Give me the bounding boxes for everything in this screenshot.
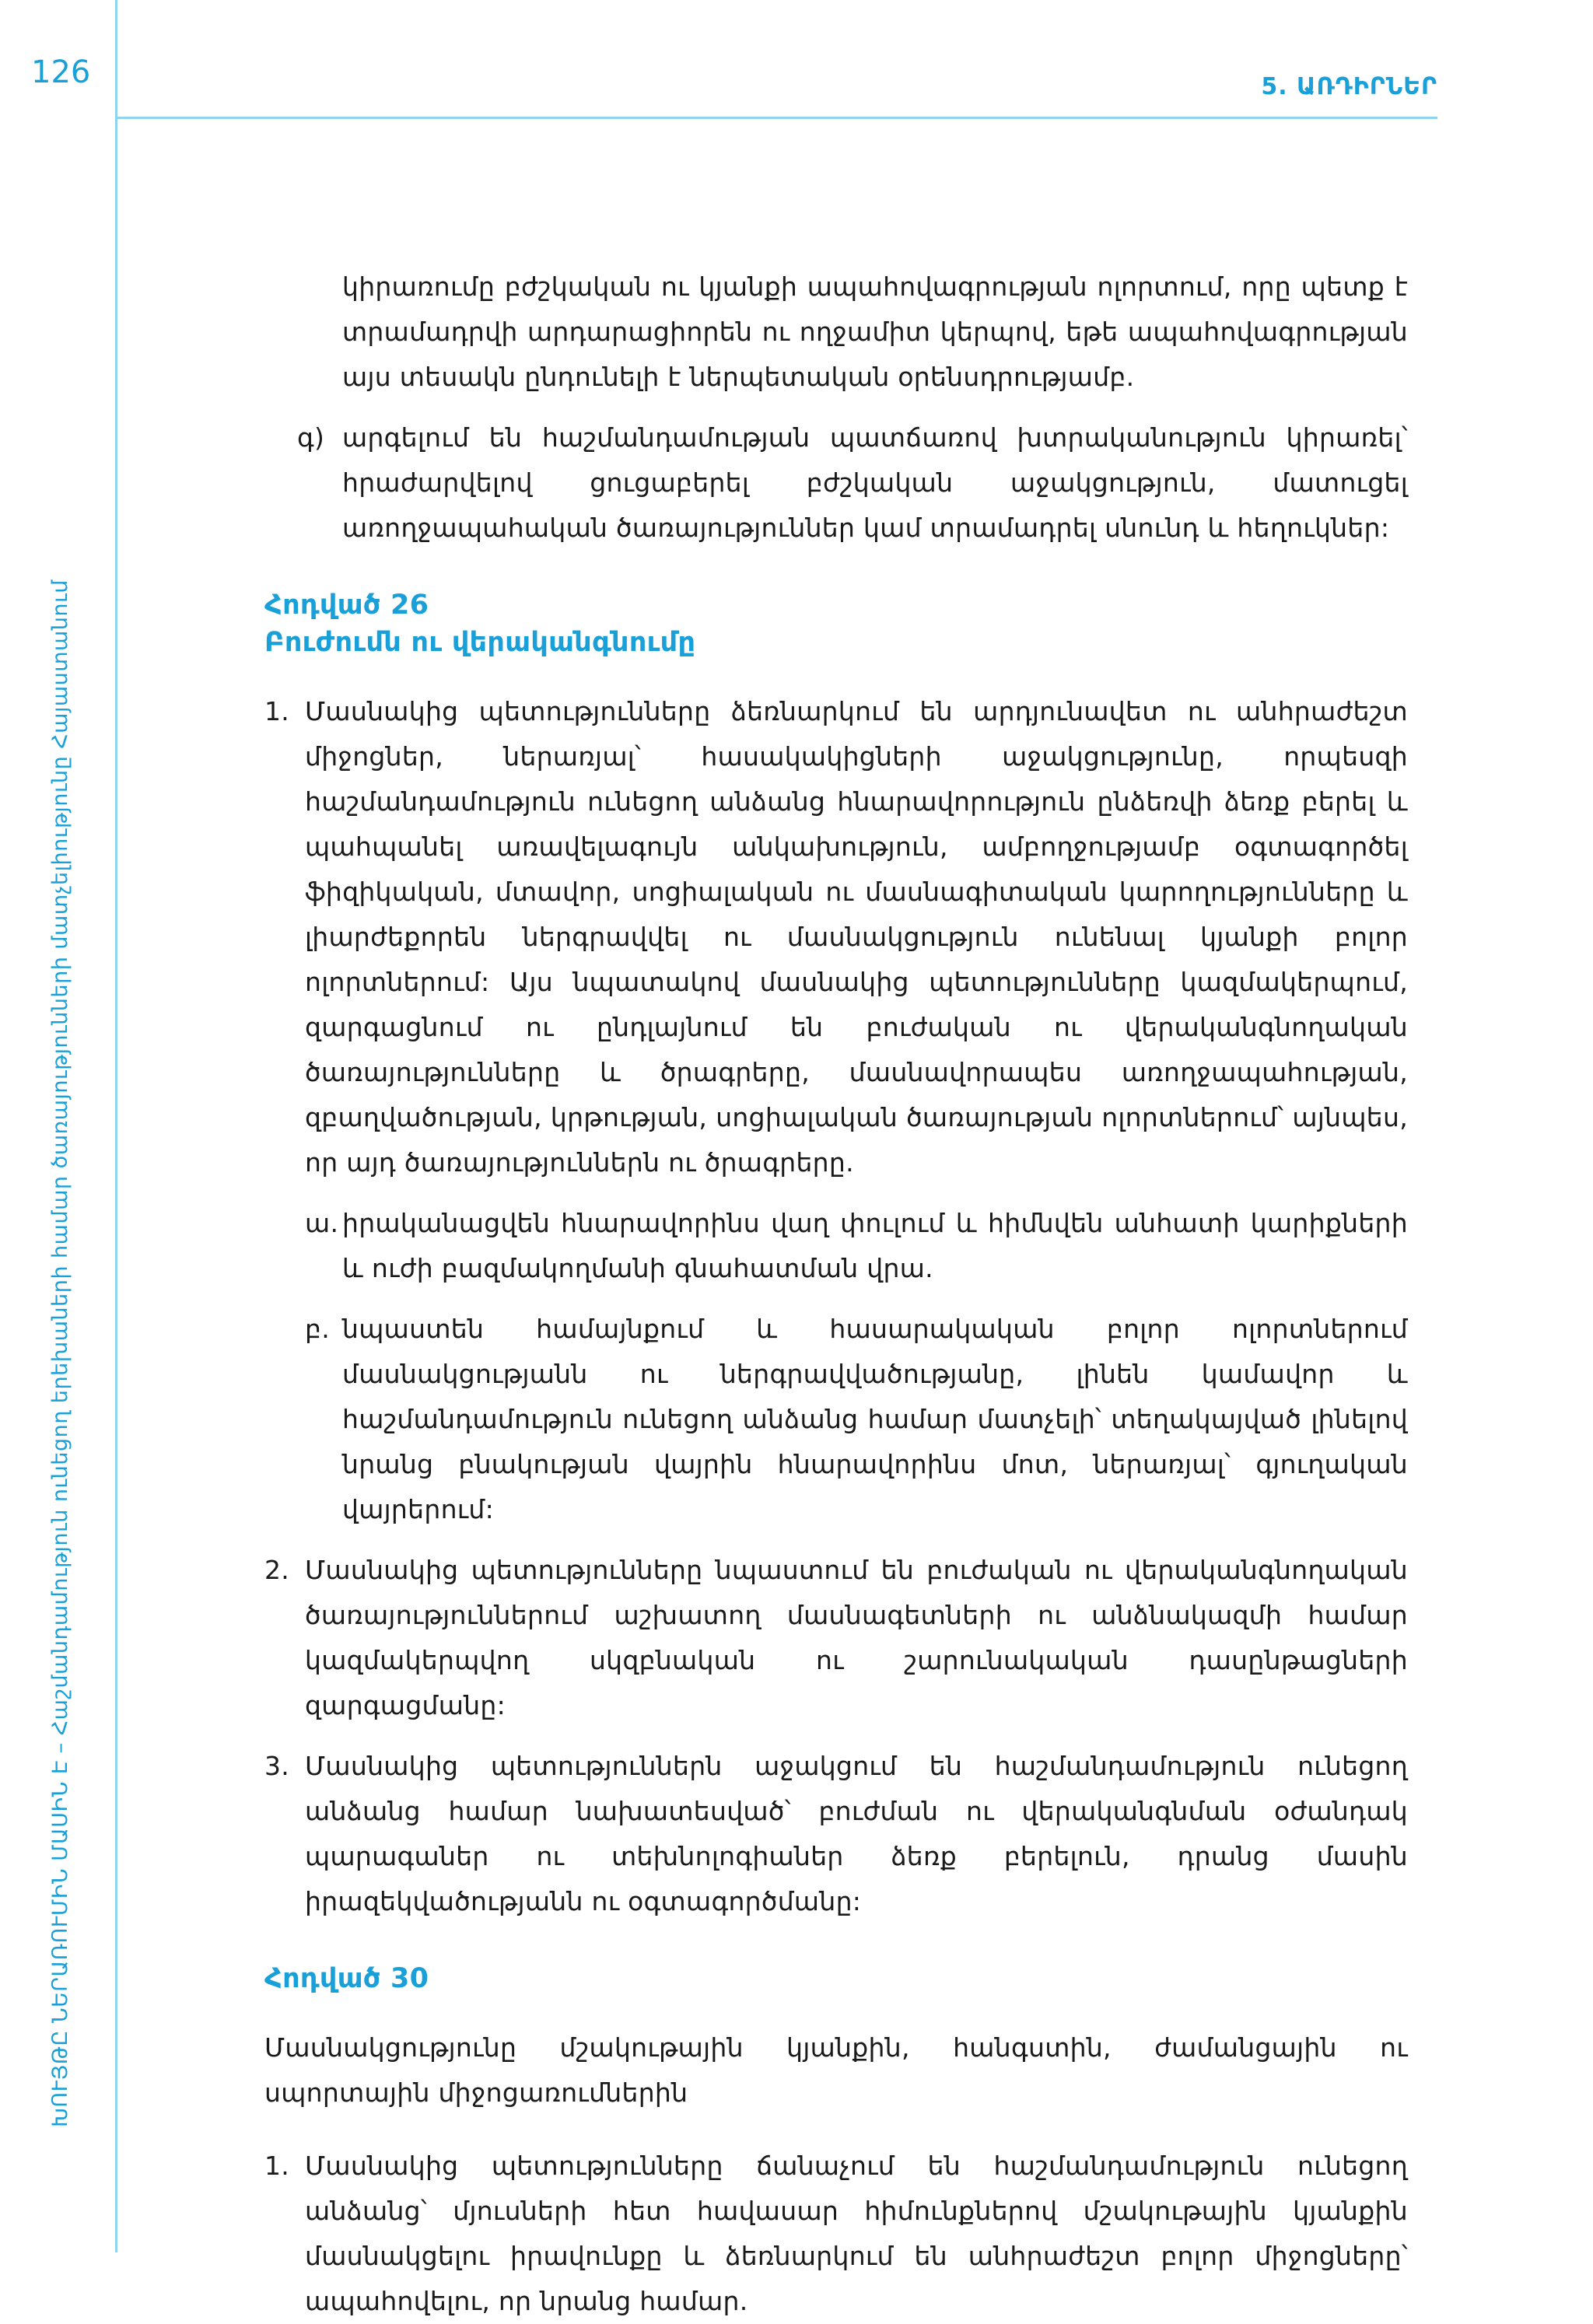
list-marker: ա. xyxy=(305,1208,339,1238)
list-item-g xyxy=(264,415,1408,551)
list-marker: 1. xyxy=(264,696,290,726)
list-item-text: Մասնակից պետություններն աջակցում են հաշմանդամություն ունեցող անձանց համար նախատեսված՝ բուժման ու վերականգնման օժանդակ պարագաներ ու տեխնոլոգիաներ ձեռք բերելուն, դրանց մասին իրազեկվածությանն ու օգտագործմանը: xyxy=(305,1751,1408,1916)
article-26-number: Հոդված 26 xyxy=(264,590,429,621)
list-item-text: իրականացվեն հնարավորինս վաղ փուլում և հիմնվեն անհատի կարիքների և ուժի բազմակողմանի գնահատման վրա. xyxy=(342,1208,1408,1283)
side-caption: ԽՈՒՅԹԸ ՆԵՐԱՌՈՒՄԻՆ ՄԱՍԻՆ Է – Հաշմանդամություն ունեցող երեխաների համար ծառայությունների մատչելիությունը Հայաստանում xyxy=(48,579,72,2127)
list-marker: գ) xyxy=(297,422,325,453)
article-26-item-1b xyxy=(264,1307,1408,1532)
page-number: 126 xyxy=(31,54,91,90)
list-item-text: արգելում են հաշմանդամության պատճառով խտրականություն կիրառել՝ հրաժարվելով ցուցաբերել բժշկական աջակցություն, մատուցել առողջապահական ծառայություններ կամ տրամադրել սնունդ և հեղուկներ: xyxy=(342,422,1408,543)
list-item-text: Մասնակից պետությունները ձեռնարկում են արդյունավետ ու անհրաժեշտ միջոցներ, ներառյալ՝ հասակակիցների աջակցությունը, որպեսզի հաշմանդամություն ունեցող անձանց հնարավորություն ընձեռվի ձեռք բերել և պահպանել առավելագույն անկախություն, ամբողջությամբ օգտագործել ֆիզիկական, մտավոր, սոցիալական ու մասնագիտական կարողությունները և լիարժեքորեն ներգրավվել ու մասնակցություն ունենալ կյանքի բոլոր ոլորտներում: Այս նպատակով մասնակից պետությունները կազմակերպում, զարգացնում ու ընդլայնում են բուժական ու վերականգնողական ծառայությունները և ծրագրերը, մասնավորապես առողջապահության, զբաղվածության, կրթության, սոցիալական ծառայության ոլորտներում՝ այնպես, որ այդ ծառայություններն ու ծրագրերը. xyxy=(305,696,1408,1178)
list-item-text: Մասնակից պետությունները նպաստում են բուժական ու վերականգնողական ծառայություններում աշխատող մասնագետների ու անձնակազմի համար կազմակերպվող սկզբնական ու շարունակական դասընթացների զարգացմանը: xyxy=(305,1555,1408,1720)
list-marker: 2. xyxy=(264,1555,290,1585)
intro-continuation: կիրառումը բժշկական ու կյանքի ապահովագրության ոլորտում, որը պետք է տրամադրվի արդարացիորեն ու ողջամիտ կերպով, եթե ապահովագրության այս տեսակն ընդունելի է ներպետական օրենսդրությամբ. xyxy=(342,271,1408,392)
list-item-text: Մասնակից պետությունները ճանաչում են հաշմանդամություն ունեցող անձանց՝ մյուսների հետ հավասար հիմունքներով մշակութային կյանքին մասնակցելու իրավունքը և ձեռնարկում են անհրաժեշտ բոլոր միջոցները՝ ապահովելու, որ նրանց համար. xyxy=(305,2151,1408,2316)
article-30-number: Հոդված 30 xyxy=(264,1963,429,1994)
page-content xyxy=(264,264,1408,2324)
article-26-item-2 xyxy=(264,1548,1408,1728)
list-item-text: նպաստեն համայնքում և հասարակական բոլոր ոլորտներում մասնակցությանն ու ներգրավվածությանը, լինեն կամավոր և հաշմանդամություն ունեցող անձանց համար մատչելի՝ տեղակայված լինելով նրանց բնակության վայրին հնարավորինս մոտ, ներառյալ՝ գյուղական վայրերում: xyxy=(342,1314,1408,1524)
article-26-title: Բուժումն ու վերականգնումը xyxy=(264,627,696,658)
list-marker: 3. xyxy=(264,1751,290,1781)
header-rule xyxy=(115,117,1437,119)
article-30-item-1 xyxy=(264,2144,1408,2324)
list-marker: 1. xyxy=(264,2151,290,2181)
list-marker: բ. xyxy=(305,1314,331,1344)
article-30-title: Մասնակցությունը մշակութային կյանքին, հանգստին, ժամանցային ու սպորտային միջոցառումներին xyxy=(264,2032,1408,2108)
article-26-item-1a xyxy=(264,1201,1408,1291)
chapter-title: 5. ԱՌԴԻՐՆԵՐ xyxy=(1261,73,1437,100)
article-26-item-3 xyxy=(264,1744,1408,1924)
margin-rule xyxy=(115,0,117,2252)
article-26-item-1 xyxy=(264,689,1408,1185)
